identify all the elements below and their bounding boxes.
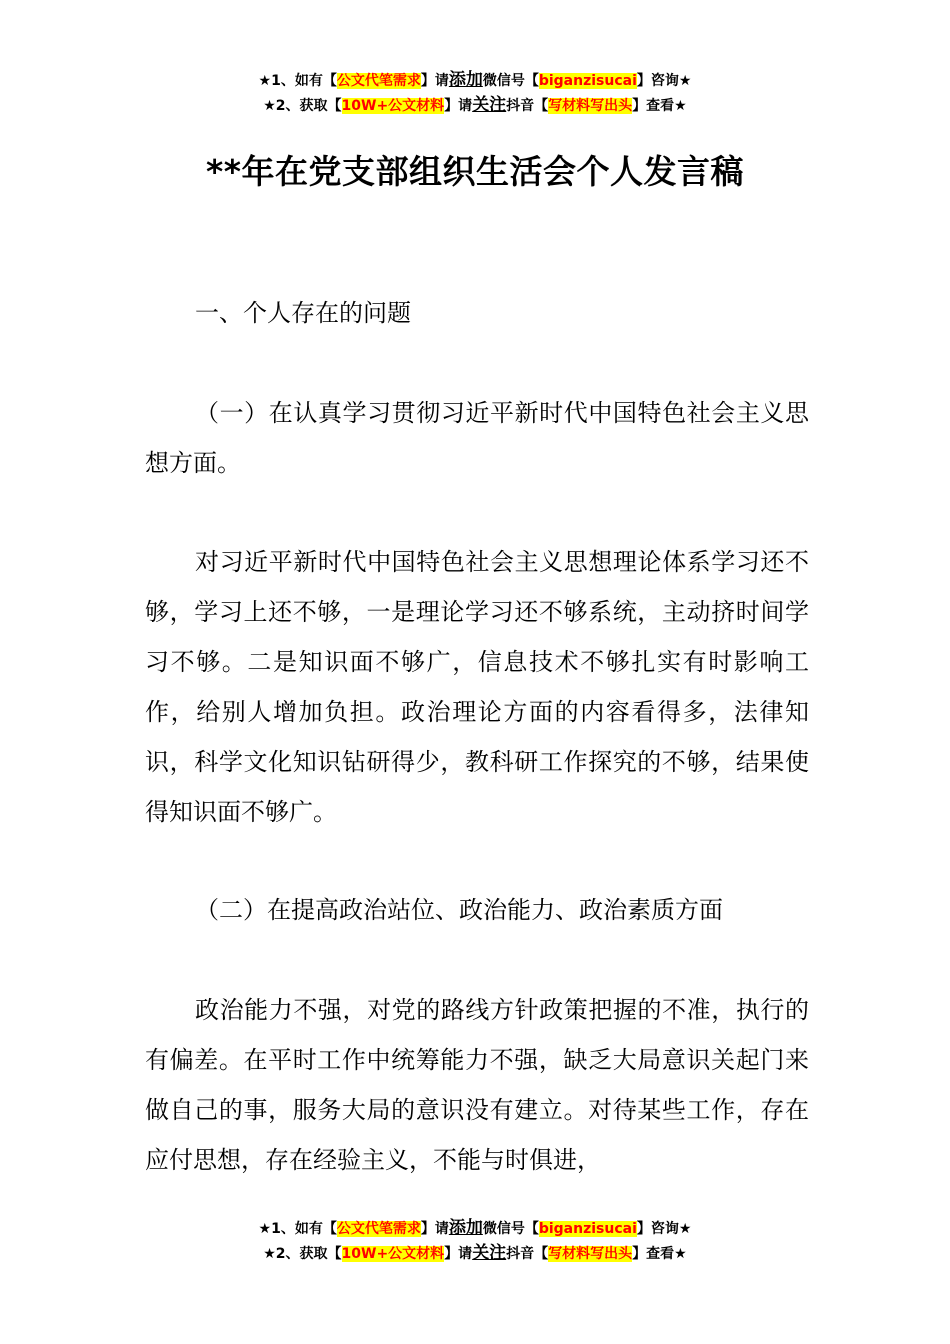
banner-text: 】请 xyxy=(444,1246,473,1262)
banner-text: 微信号【 xyxy=(482,73,539,89)
banner-text: 微信号【 xyxy=(482,1221,539,1237)
header-banner xyxy=(0,68,950,118)
banner-text: 】查看★ xyxy=(632,98,687,114)
banner-line-2 xyxy=(0,1241,950,1266)
banner-text: 】咨询★ xyxy=(636,1221,692,1237)
banner-text: ★1、如有【 xyxy=(258,73,337,89)
banner-highlight-service: 公文代笔需求 xyxy=(336,1221,421,1237)
banner-line-2 xyxy=(0,93,950,118)
banner-text: 】查看★ xyxy=(632,1246,687,1262)
banner-text: 】请 xyxy=(420,73,449,89)
banner-text: 】请 xyxy=(444,98,473,114)
banner-highlight-materials: 10W+公文材料 xyxy=(341,1246,445,1262)
footer-banner xyxy=(0,1216,950,1266)
banner-text: 抖音【 xyxy=(506,1246,549,1262)
subsection-heading-2: （二）在提高政治站位、政治能力、政治素质方面 xyxy=(195,896,723,924)
banner-text: ★1、如有【 xyxy=(258,1221,337,1237)
subsection-body-2: 政治能力不强，对党的路线方针政策把握的不准，执行的有偏差。在平时工作中统筹能力不强，缺乏大局意识关起门来做自己的事，服务大局的意识没有建立。对待某些工作，存在应付思想，存在经验主义，不能与时俱进， xyxy=(145,996,809,1174)
banner-emphasis: 关注 xyxy=(472,1243,507,1263)
banner-text: ★2、获取【 xyxy=(263,1246,342,1262)
banner-wechat-id: biganzisucai xyxy=(538,1221,637,1237)
banner-text: 】请 xyxy=(420,1221,449,1237)
banner-wechat-id: biganzisucai xyxy=(538,73,637,89)
subsection-body-1: 对习近平新时代中国特色社会主义思想理论体系学习还不够，学习上还不够，一是理论学习还不够系统，主动挤时间学习不够。二是知识面不够广，信息技术不够扎实有时影响工作，给别人增加负担。政治理论方面的内容看得多，法律知识，科学文化知识钻研得少，教科研工作探究的不够，结果使得知识面不够广。 xyxy=(145,548,809,826)
section-heading: 一、个人存在的问题 xyxy=(195,299,411,327)
banner-emphasis: 添加 xyxy=(448,70,483,90)
document-title: **年在党支部组织生活会个人发言稿 xyxy=(205,152,744,191)
banner-douyin-account: 写材料写出头 xyxy=(548,1246,633,1262)
banner-text: 】咨询★ xyxy=(636,73,692,89)
banner-text: ★2、获取【 xyxy=(263,98,342,114)
banner-douyin-account: 写材料写出头 xyxy=(548,98,633,114)
banner-line-1 xyxy=(0,68,950,93)
banner-emphasis: 添加 xyxy=(448,1218,483,1238)
banner-highlight-service: 公文代笔需求 xyxy=(336,73,421,89)
subsection-heading-1: （一）在认真学习贯彻习近平新时代中国特色社会主义思想方面。 xyxy=(145,399,809,477)
banner-text: 抖音【 xyxy=(506,98,549,114)
banner-highlight-materials: 10W+公文材料 xyxy=(341,98,445,114)
banner-emphasis: 关注 xyxy=(472,95,507,115)
banner-line-1 xyxy=(0,1216,950,1241)
